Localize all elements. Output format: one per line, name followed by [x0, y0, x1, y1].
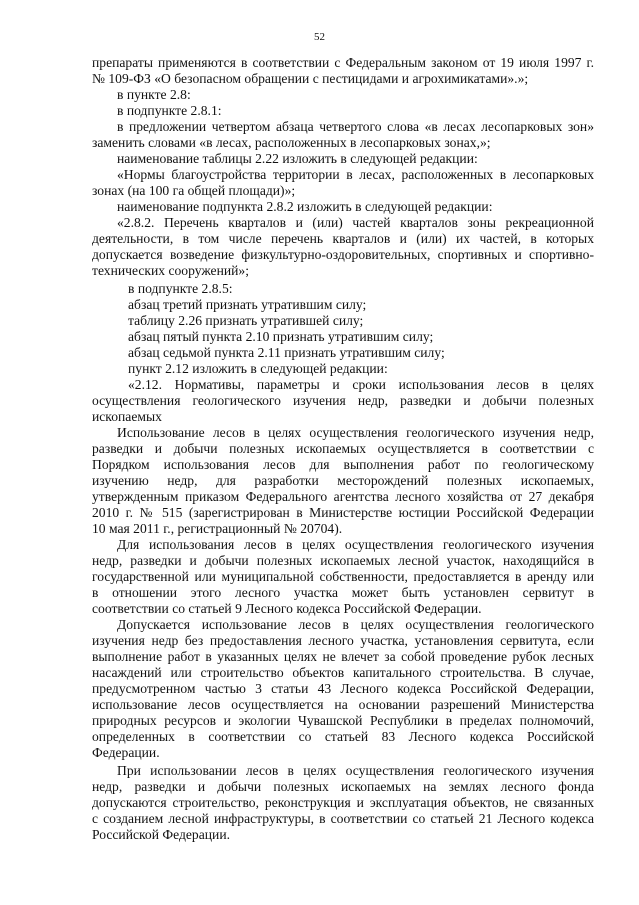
- text-line: 10 мая 2011 г., регистрационный № 20704).: [92, 521, 343, 536]
- text-line: в подпункте 2.8.1:: [117, 103, 222, 118]
- text-line: наименование таблицы 2.22 изложить в следующей редакции:: [117, 151, 478, 166]
- text-line: осуществления геологического изучения недр, разведки и добычи полезных: [92, 393, 594, 408]
- text-line: насаждений или строительство объектов капитального строительства. В случае,: [92, 665, 594, 680]
- text-line: в подпункте 2.8.5:: [128, 281, 233, 296]
- text-line: деятельности, в том числе перечень кварталов и (или) их частей, в которых: [92, 231, 594, 246]
- text-line: наименование подпункта 2.8.2 изложить в следующей редакции:: [117, 199, 493, 214]
- text-line: недр, разведки и добычи полезных ископаемых лесной участок, находящийся в: [92, 553, 594, 568]
- text-line: «Нормы благоустройства территории в лесах, расположенных в лесопарковых: [117, 167, 594, 182]
- text-line: использование лесов осуществляется на основании разрешений Министерства: [92, 697, 594, 712]
- text-line: в предложении четвертом абзаца четвертого слова «в лесах лесопарковых зон»: [117, 119, 594, 134]
- text-line: № 109-ФЗ «О безопасном обращении с пестицидами и агрохимикатами».»;: [92, 71, 529, 86]
- text-line: «2.8.2. Перечень кварталов и (или) частей кварталов зоны рекреационной: [117, 215, 594, 230]
- text-line: разведки и добычи полезных ископаемых осуществляется в соответствии с: [92, 441, 594, 456]
- text-line: утвержденным приказом Федерального агентства лесного хозяйства от 27 декабря: [92, 489, 594, 504]
- text-line: допускаются строительство, реконструкция и эксплуатация объектов, не связанных: [92, 795, 594, 810]
- text-line: Для использования лесов в целях осуществления геологического изучения: [117, 537, 594, 552]
- text-line: «2.12. Нормативы, параметры и сроки использования лесов в целях: [128, 377, 594, 392]
- text-line: в пункте 2.8:: [117, 87, 191, 102]
- text-line: абзац пятый пункта 2.10 признать утратившим силу;: [128, 329, 434, 344]
- page-number: 52: [314, 31, 325, 43]
- text-line: изучения недр без предоставления лесного участка, установления сервитута, если: [92, 633, 594, 648]
- text-line: Допускается использование лесов в целях осуществления геологического: [117, 617, 594, 632]
- text-line: Федерации.: [92, 745, 160, 760]
- text-line: ископаемых: [92, 409, 162, 424]
- text-line: заменить словами «в лесах, расположенных в лесопарковых зонах,»;: [92, 135, 491, 150]
- text-line: абзац третий признать утратившим силу;: [128, 297, 367, 312]
- text-line: государственной или муниципальной собственности, предоставляется в аренду или: [92, 569, 594, 584]
- text-line: соответствии со статьей 9 Лесного кодекса Российской Федерации.: [92, 601, 482, 616]
- text-line: изучению недр, для разработки месторождений полезных ископаемых,: [92, 473, 594, 488]
- text-line: в отношении этого лесного участка может быть установлен сервитут в: [92, 585, 594, 600]
- text-line: допускается возведение физкультурно-оздоровительных, спортивных и спортивно-: [92, 247, 594, 262]
- text-line: Порядком использования лесов для выполнения работ по геологическому: [92, 457, 594, 472]
- text-line: технических сооружений»;: [92, 263, 249, 278]
- text-line: 2010 г. № 515 (зарегистрирован в Министерстве юстиции Российской Федерации: [92, 505, 594, 520]
- text-line: таблицу 2.26 признать утратившей силу;: [128, 313, 364, 328]
- text-line: с созданием лесной инфраструктуры, в соответствии со статьей 21 Лесного кодекса: [92, 811, 594, 826]
- text-line: абзац седьмой пункта 2.11 признать утратившим силу;: [128, 345, 445, 360]
- text-line: Использование лесов в целях осуществления геологического изучения недр,: [117, 425, 594, 440]
- text-line: недр, разведки и добычи полезных ископаемых на землях лесного фонда: [92, 779, 594, 794]
- text-line: Российской Федерации.: [92, 827, 230, 842]
- text-line: выполнение работ в указанных целях не влечет за собой проведение рубок лесных: [92, 649, 594, 664]
- text-line: природных ресурсов и экологии Чувашской Республики в пределах полномочий,: [92, 713, 594, 728]
- text-line: пункт 2.12 изложить в следующей редакции:: [128, 361, 388, 376]
- text-line: препараты применяются в соответствии с Федеральным законом от 19 июля 1997 г.: [92, 55, 594, 70]
- text-line: определенных в соответствии со статьей 83 Лесного кодекса Российской: [92, 729, 594, 744]
- text-line: зонах (на 100 га общей площади)»;: [92, 183, 296, 198]
- text-line: При использовании лесов в целях осуществления геологического изучения: [117, 763, 594, 778]
- text-line: предусмотренном частью 3 статьи 43 Лесного кодекса Российской Федерации,: [92, 681, 594, 696]
